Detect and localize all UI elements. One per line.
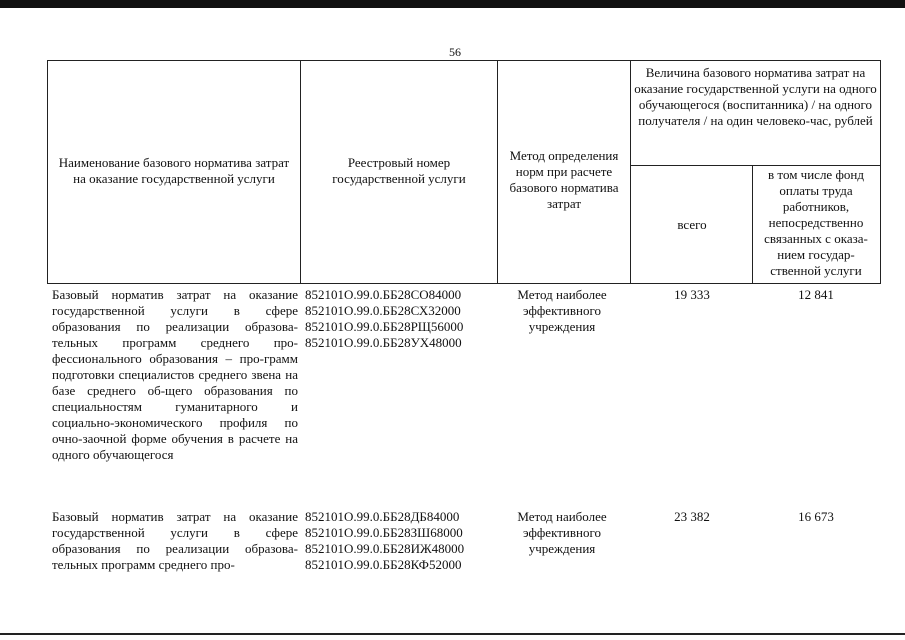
header-registry-number: Реестровый номер государственной услуги bbox=[332, 155, 466, 186]
registry-code: 852101О.99.0.ББ28РЩ56000 bbox=[305, 319, 464, 334]
header-method: Метод определения норм при расчете базового норматива затрат bbox=[509, 148, 619, 211]
row-labor-fund: 16 673 bbox=[798, 509, 834, 524]
row-method: Метод наиболее эффективного учреждения bbox=[517, 509, 607, 556]
registry-code: 852101О.99.0.ББ28ИЖ48000 bbox=[305, 541, 465, 556]
row-total: 19 333 bbox=[674, 287, 710, 302]
header-labor-fund: в том числе фонд оплаты труда работников, непосредственно связанных с оказа-нием государ-ственной услуги bbox=[764, 167, 868, 278]
registry-code: 852101О.99.0.ББ28УХ48000 bbox=[305, 335, 462, 350]
row-name: Базовый норматив затрат на оказание государственной услуги в сфере образования по реализации образова-тельных программ среднего про-фессионального образования – про-грамм подготовки специалистов среднего звена на базе среднего об-щего образования по специальностям гуманитарного и социально-экономического профиля по очно-заочной форме обучения в расчете на одного обучающегося bbox=[52, 287, 298, 462]
header-name: Наименование базового норматива затрат на оказание государственной услуги bbox=[58, 155, 290, 186]
scan-bottom-border bbox=[0, 633, 905, 635]
row-total: 23 382 bbox=[674, 509, 710, 524]
row-method: Метод наиболее эффективного учреждения bbox=[517, 287, 607, 334]
registry-codes bbox=[305, 509, 495, 573]
registry-code: 852101О.99.0.ББ28СО84000 bbox=[305, 287, 462, 302]
registry-codes bbox=[305, 287, 495, 351]
registry-code: 852101О.99.0.ББ28СХ32000 bbox=[305, 303, 461, 318]
page-number: 56 bbox=[449, 45, 461, 59]
row-labor-fund: 12 841 bbox=[798, 287, 834, 302]
registry-code: 852101О.99.0.ББ28ЗШ68000 bbox=[305, 525, 463, 540]
registry-code: 852101О.99.0.ББ28КФ52000 bbox=[305, 557, 462, 572]
registry-code: 852101О.99.0.ББ28ДБ84000 bbox=[305, 509, 460, 524]
header-total: всего bbox=[677, 217, 707, 232]
row-name: Базовый норматив затрат на оказание государственной услуги в сфере образования по реализации образова-тельных программ среднего про- bbox=[52, 509, 298, 572]
header-value-group: Величина базового норматива затрат на оказание государственной услуги на одного обучающегося (воспитанника) / на одного получателя / на один человеко-час, рублей bbox=[634, 65, 877, 128]
scan-top-border bbox=[0, 0, 905, 8]
